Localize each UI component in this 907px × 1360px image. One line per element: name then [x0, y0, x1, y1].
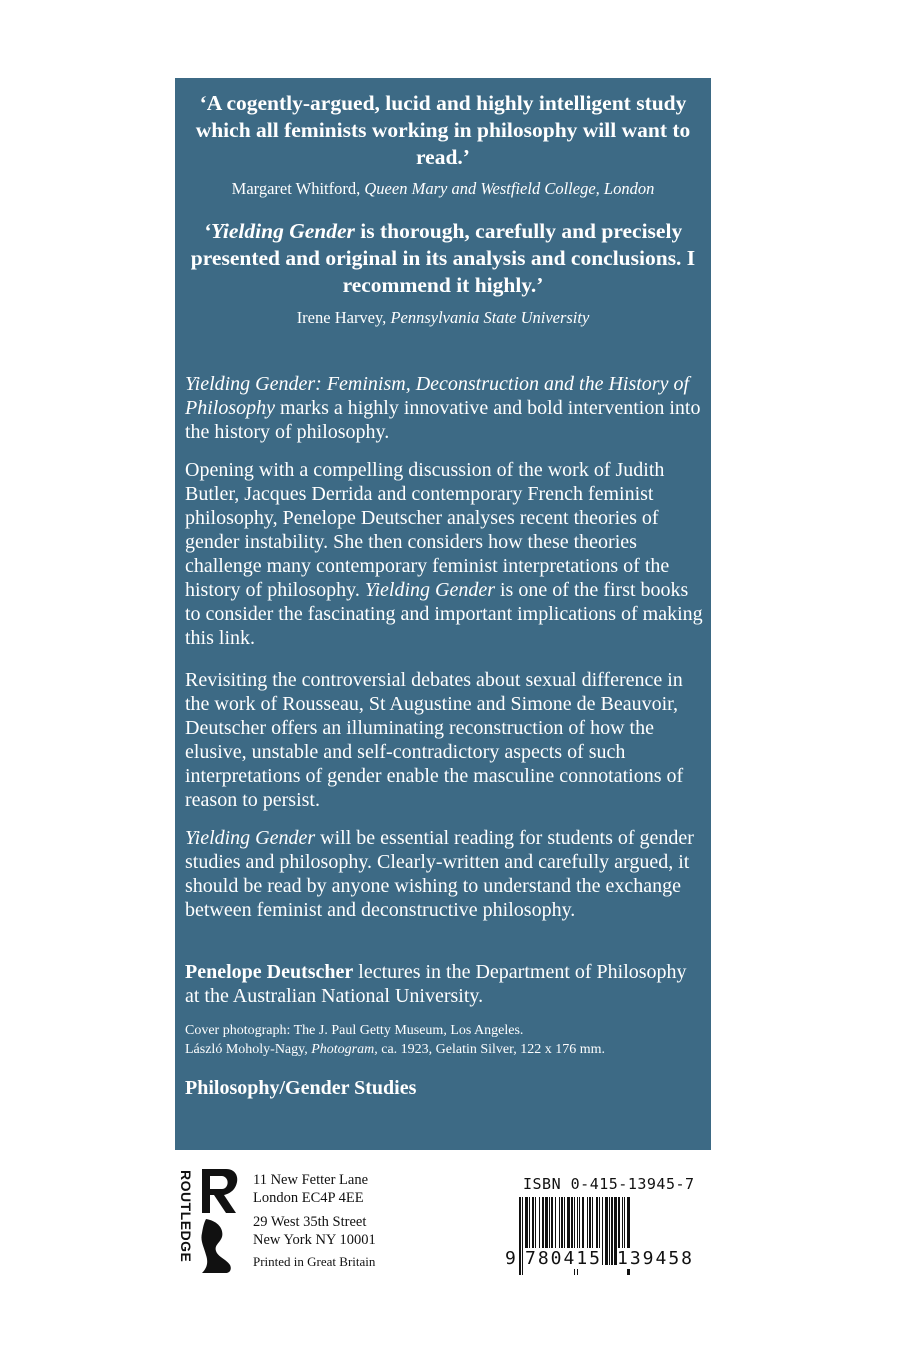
description-paragraph-3: [185, 668, 705, 812]
author-name: Penelope Deutscher: [185, 961, 354, 983]
barcode-bar: [609, 1197, 610, 1265]
quote-2-text: is thorough, carefully and precisely presented and original in its analysis and conclusions. I recommend it highly.’: [190, 219, 696, 297]
quote-2: [175, 218, 711, 299]
paragraph-4-text: will be essential reading for students of gender studies and philosophy. Clearly-written and carefully argued, it should be read by anyone wishing to understand the exchange between feminist and deconstructive philosophy.: [185, 827, 694, 921]
description-paragraph-4: [185, 826, 705, 922]
quote-1-attribution: [175, 179, 711, 199]
quote-2-author: Irene Harvey,: [296, 308, 387, 327]
address-line-4: New York NY 10001: [253, 1232, 376, 1248]
credits-work: Photogram: [311, 1042, 375, 1057]
author-bio: [185, 960, 705, 1008]
book-full-title: Yielding Gender: Feminism, Deconstruction and the History of Philosophy: [185, 373, 690, 419]
credits-line-2: [185, 1040, 705, 1059]
cover-credits: [185, 1021, 705, 1059]
address-line-3: 29 West 35th Street: [253, 1214, 367, 1230]
quote-1-affiliation: Queen Mary and Westfield College, London: [364, 179, 655, 198]
paragraph-4-book-title: Yielding Gender: [185, 827, 316, 849]
quote-1-text: ‘A cogently-argued, lucid and highly intelligent study which all feminists working in philosophy will want to read.’: [195, 91, 691, 169]
description-paragraph-1: [185, 372, 705, 444]
barcode-bar: [522, 1197, 523, 1275]
credits-details: , ca. 1923, Gelatin Silver, 122 x 176 mm.: [374, 1042, 606, 1057]
paragraph-3-text: Revisiting the controversial debates about sexual difference in the work of Rousseau, St Augustine and Simone de Beauvoir, Deutscher offers an illuminating reconstruction of how the elusive, unstable and self-contradictory aspects of such interpretations of gender enable the masculine connotations of reason to persist.: [185, 669, 684, 811]
publisher-address: [253, 1171, 376, 1249]
description-paragraph-2: [185, 458, 705, 650]
barcode-digit-first: 9: [505, 1248, 516, 1269]
isbn-label: ISBN 0-415-13945-7: [523, 1175, 695, 1193]
back-cover-panel: [175, 78, 711, 1150]
barcode-digits-left: 780415: [525, 1248, 603, 1269]
address-line-1: 11 New Fetter Lane: [253, 1172, 369, 1188]
quote-2-affiliation: Pennsylvania State University: [390, 308, 590, 327]
printed-in: Printed in Great Britain: [253, 1254, 376, 1269]
routledge-logo-icon: [196, 1167, 242, 1275]
barcode-bar: [602, 1197, 603, 1265]
barcode-bar: [605, 1197, 608, 1265]
address-line-2: London EC4P 4EE: [253, 1190, 364, 1206]
quote-2-book-title: ‘Yielding Gender: [203, 219, 355, 243]
credits-artist: László Moholy-Nagy,: [185, 1042, 312, 1057]
paragraph-2-text-a: Opening with a compelling discussion of the work of Judith Butler, Jacques Derrida and contemporary French feminist philosophy, Penelope Deutscher analyses recent theories of gender instability. She then considers how these theories challenge many contemporary feminist interpretations of the history of philosophy.: [185, 459, 670, 601]
quote-1-author: Margaret Whitford,: [231, 179, 361, 198]
subject-category: Philosophy/Gender Studies: [185, 1077, 417, 1099]
publisher-wordmark: ROUTLEDGE: [178, 1169, 194, 1263]
quote-2-attribution: [175, 308, 711, 328]
paragraph-2-book-title: Yielding Gender: [364, 579, 495, 601]
credits-line-1: Cover photograph: The J. Paul Getty Museum, Los Angeles.: [185, 1023, 524, 1038]
paragraph-1-text: marks a highly innovative and bold intervention into the history of philosophy.: [185, 397, 701, 443]
author-bio-text: lectures in the Department of Philosophy at the Australian National University.: [185, 961, 687, 1007]
barcode-bar: [611, 1197, 613, 1265]
quote-1: [175, 90, 711, 171]
paragraph-2-text-b: is one of the first books to consider the fascinating and important implications of making this link.: [185, 579, 703, 649]
barcode-digits-right: 139458: [617, 1248, 695, 1269]
barcode-bar: [519, 1197, 521, 1275]
